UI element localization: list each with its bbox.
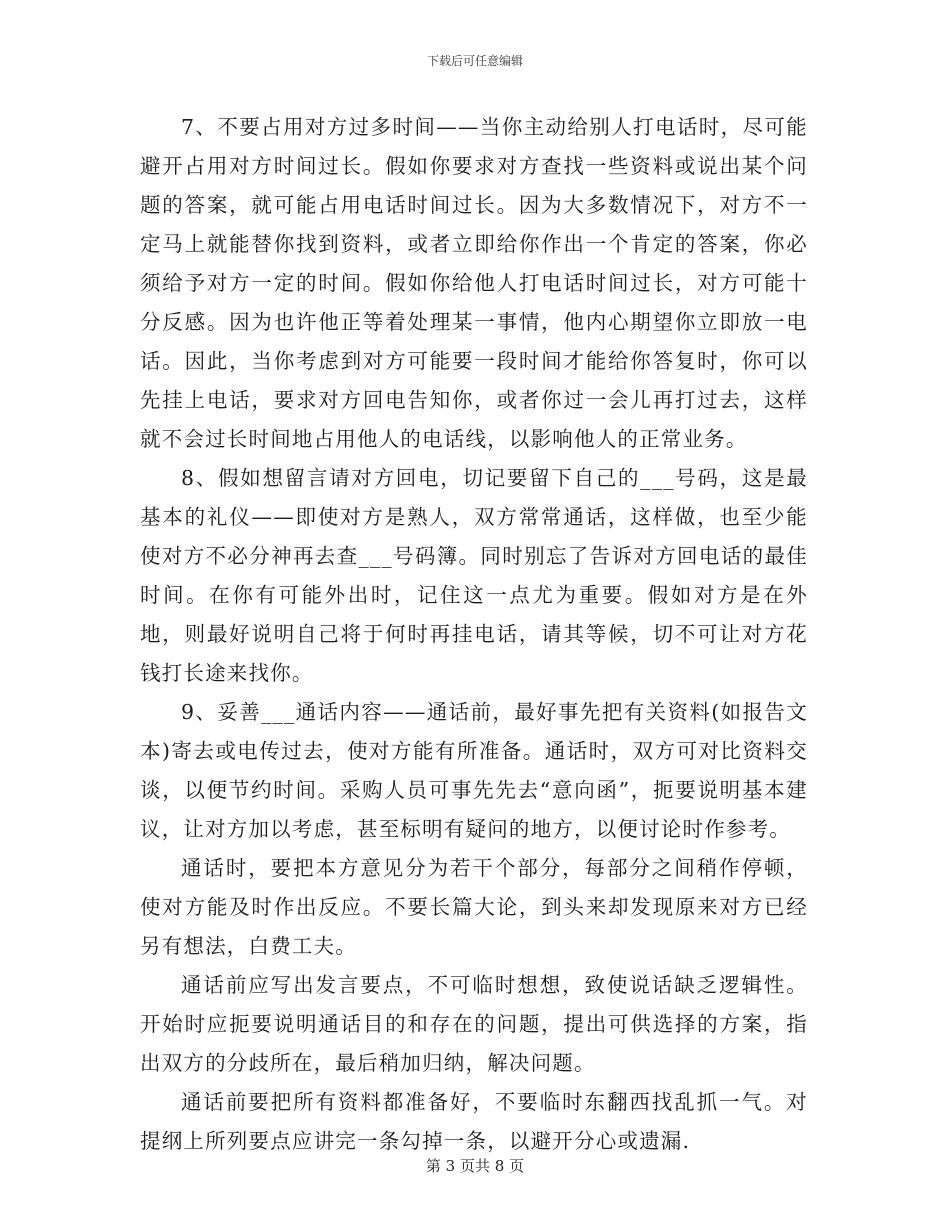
paragraph-7: 7、不要占用对方过多时间——当你主动给别人打电话时，尽可能避开占用对方时间过长。假如你要求对方查找一些资料或说出某个问题的答案，就可能占用电话时间过长。因为大多数情况下，对方不一定马上就能替你找到资料，或者立即给你作出一个肯定的答案，你必须给予对方一定的时间。假如你给他人打电话时间过长，对方可能十分反感。因为也许他正等着处理某一事情，他内心期望你立即放一电话。因此，当你考虑到对方可能要一段时间才能给你答复时，你可以先挂上电话，要求对方回电告知你，或者你过一会儿再打过去，这样就不会过长时间地占用他人的电话线，以影响他人的正常业务。 <box>140 115 808 451</box>
paragraph-9: 9、妥善___通话内容——通话前，最好事先把有关资料(如报告文本)寄去或电传过去，使对方能有所准备。通话时，双方可对比资料交谈，以便节约时间。采购人员可事先先去“意向函”，扼要说明基本建议，让对方加以考虑，甚至标明有疑问的地方，以便讨论时作参考。 <box>140 700 808 841</box>
paragraph-call-pause: 通话时，要把本方意见分为若干个部分，每部分之间稍作停顿，使对方能及时作出反应。不要长篇大论，到头来却发现原来对方已经另有想法，白费工夫。 <box>140 856 808 958</box>
document-body <box>140 108 808 1161</box>
page-header: 下载后可任意编辑 <box>426 54 523 68</box>
paragraph-8: 8、假如想留言请对方回电，切记要留下自己的___号码，这是最基本的礼仪——即使对方是熟人，双方常常通话，这样做，也至少能使对方不必分神再去查___号码簿。同时别忘了告诉对方回电话的最佳时间。在你有可能外出时，记住这一点尤为重要。假如对方是在外地，则最好说明自己将于何时再挂电话，请其等候，切不可让对方花钱打长途来找你。 <box>140 466 808 685</box>
paragraph-call-materials: 通话前要把所有资料都准备好，不要临时东翻西找乱抓一气。对提纲上所列要点应讲完一条勾掉一条，以避开分心或遗漏. <box>140 1090 808 1153</box>
page-footer: 第 3 页共 8 页 <box>425 1157 525 1175</box>
paragraph-call-outline: 通话前应写出发言要点，不可临时想想，致使说话缺乏逻辑性。开始时应扼要说明通话目的和存在的问题，提出可供选择的方案，指出双方的分歧所在，最后稍加归纳，解决问题。 <box>140 973 808 1075</box>
